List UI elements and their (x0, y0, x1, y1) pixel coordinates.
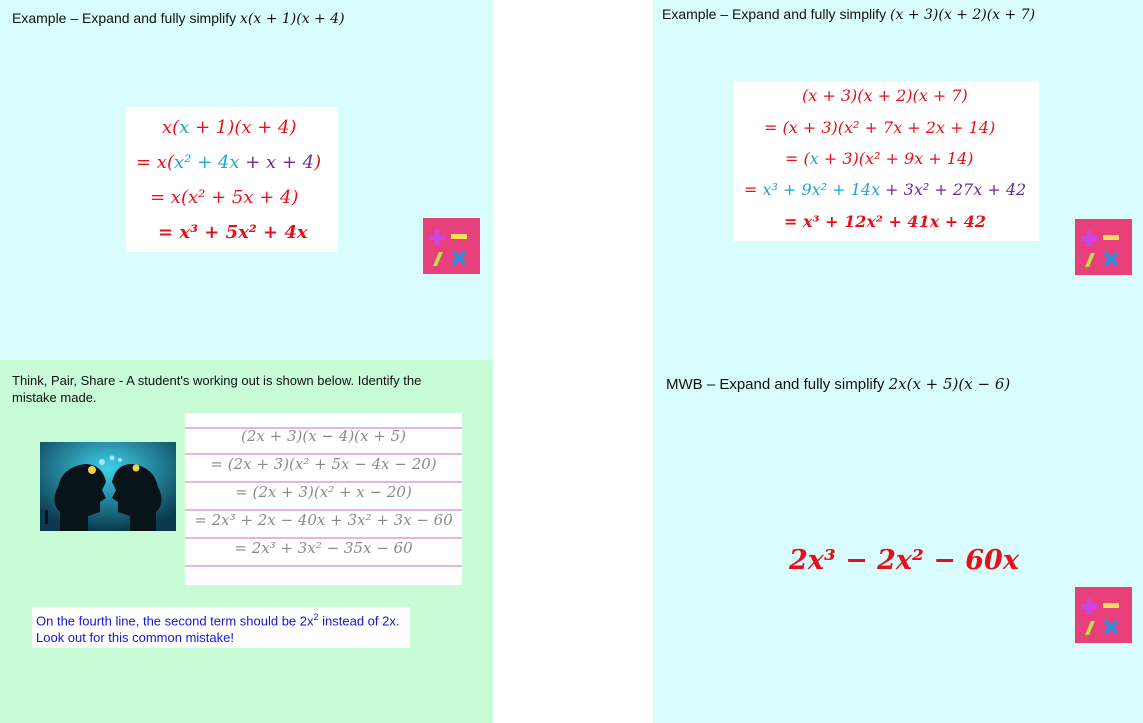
student-line-3: = (2x + 3)(x² + x − 20) (235, 483, 412, 501)
note-line-1 (36, 609, 406, 629)
example-1-heading (12, 10, 345, 27)
seg: 2 (313, 612, 319, 622)
student-working-notebook (185, 413, 462, 585)
heading-math: (x + 3)(x + 2)(x + 7) (890, 7, 1036, 23)
mistake-explanation (32, 607, 410, 648)
seg: x (179, 117, 190, 138)
seg: + 1)(x + 4) (189, 117, 297, 138)
seg: ) (314, 152, 322, 173)
working-line-4: = x³ + 5x² + 4x (158, 222, 308, 243)
note-line-2: Look out for this common mistake! (36, 630, 234, 646)
calculator-icon[interactable] (423, 218, 480, 274)
seg: = (744, 180, 763, 199)
calculator-icon[interactable] (1075, 587, 1132, 643)
seg: x³ + 9x² + 14x (762, 180, 881, 199)
working-line-3 (785, 149, 973, 168)
think-pair-share-panel (0, 360, 493, 723)
student-line-4: = 2x³ + 2x − 40x + 3x² + 3x − 60 (194, 511, 453, 529)
mwb-heading (666, 375, 1010, 393)
working-line-1 (162, 117, 297, 138)
example-panel-2 (653, 0, 1143, 723)
example-panel-1 (0, 0, 493, 360)
heading-text: Example – Expand and fully simplify (12, 10, 240, 26)
think-heading: Think, Pair, Share - A student's working out is shown below. Identify the mistake made. (12, 373, 422, 405)
seg: x( (162, 117, 180, 138)
heading-text: Example – Expand and fully simplify (662, 6, 890, 22)
heading-math: x(x + 1)(x + 4) (240, 11, 345, 27)
working-line-1: (x + 3)(x + 2)(x + 7) (802, 86, 968, 105)
seg: + 3x² + 27x + 42 (880, 180, 1027, 199)
example-1-working (126, 107, 338, 252)
working-line-3: = x(x² + 5x + 4) (150, 187, 299, 208)
working-line-5: = x³ + 12x² + 41x + 42 (784, 212, 987, 231)
seg: On the fourth line, the second term should be 2x (36, 613, 314, 629)
student-line-2: = (2x + 3)(x² + 5x − 4x − 20) (210, 455, 437, 473)
seg: = x( (136, 152, 174, 173)
example-2-working (734, 81, 1039, 241)
student-line-5: = 2x³ + 3x² − 35x − 60 (234, 539, 413, 557)
student-line-1: (2x + 3)(x − 4)(x + 5) (241, 427, 406, 445)
example-2-heading (662, 6, 1035, 23)
heading-text: MWB – Expand and fully simplify (666, 376, 889, 393)
seg: instead of 2x. (318, 613, 400, 629)
working-line-4 (744, 180, 1026, 199)
seg: x (809, 149, 819, 168)
seg: + 3)(x² + 9x + 14) (818, 149, 974, 168)
mwb-answer: 2x³ − 2x² − 60x (789, 545, 1019, 576)
working-line-2: = (x + 3)(x² + 7x + 2x + 14) (764, 118, 996, 137)
seg: x² + 4x (173, 152, 240, 173)
thinking-heads-image (40, 442, 176, 531)
heading-math: 2x(x + 5)(x − 6) (888, 375, 1011, 393)
calculator-icon[interactable] (1075, 219, 1132, 275)
seg: = ( (785, 149, 810, 168)
notebook-rule (185, 565, 462, 567)
seg: + x + 4 (239, 152, 315, 173)
working-line-2 (136, 152, 321, 173)
